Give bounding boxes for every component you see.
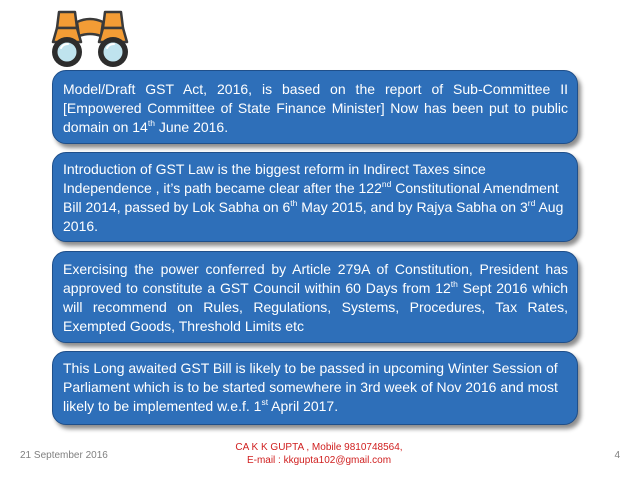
info-box-text bbox=[63, 359, 568, 416]
text-segment: April 2017. bbox=[268, 398, 339, 414]
text-segment: Exercising the power conferred by Article 279A of Constitution, President has approved to constitute a GST Council within 60 Days from 12 bbox=[63, 261, 568, 296]
text-segment: This Long awaited GST Bill is likely to be passed in upcoming Winter Session of Parliament which is to be started somewhere in 3rd week of Nov 2016 and most likely to be implemented w.e.f. 1 bbox=[63, 360, 558, 414]
info-box-gst-law-introduction bbox=[52, 152, 578, 242]
info-box-text bbox=[63, 160, 568, 236]
info-box-text bbox=[63, 80, 568, 137]
footer-author bbox=[200, 441, 438, 467]
text-segment: Model/Draft GST Act, 2016, is based on the report of Sub-Committee II [Empowered Committee of State Finance Minister] Now has been put to public domain on 14 bbox=[63, 81, 568, 135]
text-segment: Sept 2016 which will recommend on Rules, Regulations, Systems, Procedures, Tax Rates, Exempted Goods, Threshold Limits etc bbox=[63, 280, 568, 334]
text-segment: Introduction of GST Law is the biggest reform in Indirect Taxes since Independence , it’s path became clear after the 122 bbox=[63, 161, 486, 196]
info-box-gst-council bbox=[52, 251, 578, 343]
info-box-model-draft-act bbox=[52, 70, 578, 144]
text-segment: June 2016. bbox=[154, 119, 229, 135]
binoculars-icon bbox=[45, 8, 135, 70]
page-number: 4 bbox=[614, 450, 620, 461]
ordinal-suffix: th bbox=[290, 198, 298, 208]
text-segment: May 2015, and by Rajya Sabha on 3 bbox=[297, 199, 528, 215]
footer-author-contact: CA K K GUPTA , Mobile 9810748564, bbox=[235, 442, 403, 453]
info-box-text bbox=[63, 260, 568, 336]
ordinal-suffix: st bbox=[261, 397, 269, 407]
ordinal-suffix: nd bbox=[381, 179, 392, 189]
ordinal-suffix: th bbox=[147, 118, 155, 128]
info-box-winter-session bbox=[52, 351, 578, 425]
text-segment: Aug 2016. bbox=[63, 199, 564, 234]
ordinal-suffix: rd bbox=[527, 198, 536, 208]
footer-author-email: E-mail : kkgupta102@gmail.com bbox=[246, 455, 392, 466]
footer-date: 21 September 2016 bbox=[20, 450, 108, 461]
ordinal-suffix: th bbox=[450, 279, 458, 289]
text-segment: Constitutional Amendment Bill 2014, passed by Lok Sabha on 6 bbox=[63, 180, 559, 215]
